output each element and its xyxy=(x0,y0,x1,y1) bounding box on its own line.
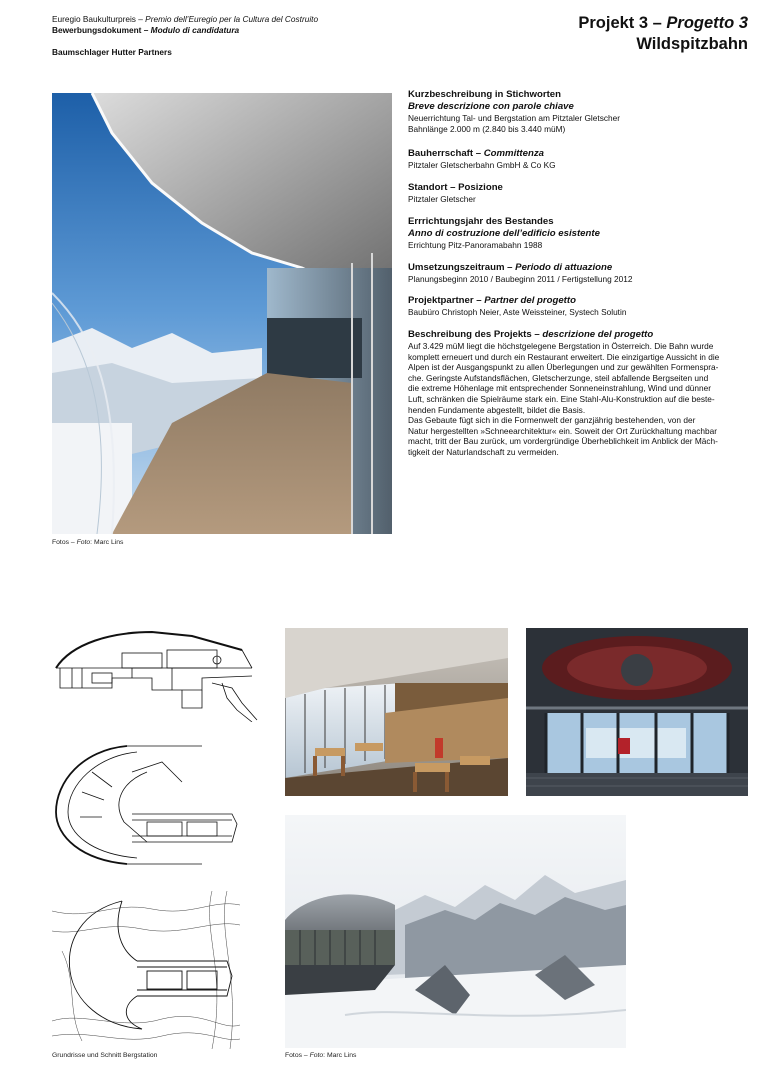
description-line: Luft, schränken die Spielräume stark ein. Eine Stahl-Alu-Konstruktion auf die beste- xyxy=(408,393,715,404)
period-title-it: Periodo di attuazione xyxy=(515,262,613,273)
period-title xyxy=(408,262,753,274)
section-construction-year xyxy=(408,216,753,251)
description-line: die extreme Höhenlage mit entsprechender Sonneneinstrahlung, Wind und dünner xyxy=(408,383,712,394)
photo-restaurant-interior xyxy=(285,628,508,796)
short-description-line-2: Bahnlänge 2.000 m (2.840 bis 3.440 müM) xyxy=(408,123,566,134)
site-plan xyxy=(52,891,240,1049)
partner-title-it: Partner del progetto xyxy=(484,295,576,306)
header-separator-2: – xyxy=(141,25,151,35)
partner-text: Baubüro Christoph Neier, Aste Weissteiner, Systech Solutin xyxy=(408,307,627,317)
location-text: Pitztaler Gletscher xyxy=(408,194,476,204)
caption-photographer: : Marc Lins xyxy=(323,1052,357,1059)
header-doc-it: Modulo di candidatura xyxy=(150,25,240,35)
section-location xyxy=(408,182,753,205)
caption-photos-bottom xyxy=(285,1052,356,1059)
photo-gondola-station xyxy=(526,628,748,796)
description-line: tigkeit der Naturlandschaft zu vermeiden. xyxy=(408,446,559,457)
section-drawing xyxy=(52,628,258,722)
header-prize-it: Premio dell’Euregio per la Cultura del Costruito xyxy=(145,14,319,24)
short-description-title-it: Breve descrizione con parole chiave xyxy=(408,101,574,112)
description-line: komplett erneuert und durch ein Restaurant erweitert. Die einzigartige Aussicht in die xyxy=(408,351,720,362)
photo-exterior-mountains xyxy=(285,815,626,1048)
description-line: Das Gebaute fügt sich in die Formenwelt der ganzjährig bestehenden, von der xyxy=(408,415,696,426)
description-title-it: descrizione del progetto xyxy=(542,329,654,340)
header-prize-de: Euregio Baukulturpreis xyxy=(52,14,136,24)
project-title-de: Projekt 3 – xyxy=(578,14,667,32)
caption-main-photo xyxy=(52,539,123,546)
caption-fotos-it: Foto xyxy=(309,1052,324,1059)
client-text: Pitztaler Gletscherbahn GmbH & Co KG xyxy=(408,160,556,170)
period-text: Planungsbeginn 2010 / Baubeginn 2011 / Fertigstellung 2012 xyxy=(408,274,633,284)
short-description-title-de: Kurzbeschreibung in Stichworten xyxy=(408,89,561,100)
period-title-de: Umsetzungszeitraum – xyxy=(408,262,516,273)
description-line: Auf 3.429 müM liegt die höchstgelegene Bergstation in Österreich. Die Bahn wurde xyxy=(408,341,714,351)
construction-year-text: Errichtung Pitz-Panoramabahn 1988 xyxy=(408,240,543,250)
header-line-2 xyxy=(52,25,382,36)
main-photo-terrace xyxy=(52,93,392,534)
caption-fotos-it: Foto xyxy=(76,539,91,546)
short-description-line-1: Neuerrichtung Tal- und Bergstation am Pitztaler Gletscher xyxy=(408,113,620,123)
project-name: Wildspitzbahn xyxy=(636,35,748,53)
location-title: Standort – Posizione xyxy=(408,182,503,193)
project-title xyxy=(448,13,748,33)
description-line: Alpen ist der Ausgangspunkt zu allen Überlegungen und zur gewählten Formenspra- xyxy=(408,362,719,373)
description-title xyxy=(408,329,753,341)
caption-drawings: Grundrisse und Schnitt Bergstation xyxy=(52,1052,158,1059)
architect-name: Baumschlager Hutter Partners xyxy=(52,47,172,57)
client-title-de: Bauherrschaft – xyxy=(408,148,484,159)
construction-year-title-it: Anno di costruzione dell’edificio esistente xyxy=(408,228,600,239)
header-separator: – xyxy=(135,14,146,24)
section-project-description xyxy=(408,329,753,458)
section-short-description xyxy=(408,89,753,134)
section-implementation-period xyxy=(408,262,753,285)
partner-title-de: Projektpartner – xyxy=(408,295,485,306)
description-title-de: Beschreibung des Projekts – xyxy=(408,329,543,340)
caption-photographer: : Marc Lins xyxy=(90,539,124,546)
header-doc-de: Bewerbungsdokument xyxy=(52,25,142,35)
project-title-it: Progetto 3 xyxy=(666,14,748,32)
caption-fotos-de: Fotos – xyxy=(285,1052,310,1059)
client-title-it: Committenza xyxy=(483,148,544,159)
caption-fotos-de: Fotos – xyxy=(52,539,77,546)
construction-year-title-de: Errrichtungsjahr des Bestandes xyxy=(408,216,554,227)
description-line: Natur hergestellten »Schneearchitektur« ein. Soweit der Ort Zurückhaltung machbar xyxy=(408,425,717,436)
floor-plan-upper xyxy=(52,742,242,867)
section-project-partner xyxy=(408,295,753,318)
description-line: che. Geringste Aufstandsflächen, Gletscherzunge, steil abfallende Bergseiten und xyxy=(408,372,709,383)
description-line: macht, tritt der Bau zurück, um vordergründige Überheblichkeit im Anblick der Mäch- xyxy=(408,436,718,447)
header-line-1 xyxy=(52,14,382,25)
client-title xyxy=(408,148,753,160)
description-line: henden Fundamente abgestellt, bildet die Basis. xyxy=(408,404,586,415)
partner-title xyxy=(408,295,753,307)
section-client xyxy=(408,148,753,171)
